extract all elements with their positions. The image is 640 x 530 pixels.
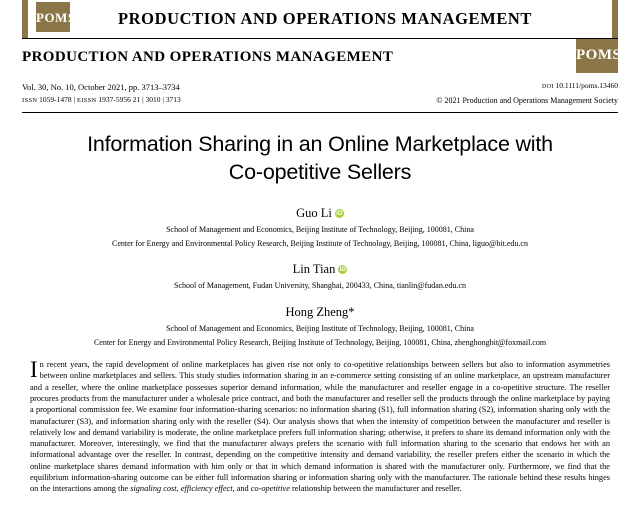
article-title-line-2: Co-opetitive Sellers xyxy=(228,159,412,184)
author-affiliation: School of Management, Fudan University, Shanghai, 200433, China, tianlin@fudan.edu.cn xyxy=(174,281,466,291)
journal-title-row xyxy=(22,39,622,75)
copyright-line: © 2021 Production and Operations Management Society xyxy=(436,95,618,105)
journal-title-top: PRODUCTION AND OPERATIONS MANAGEMENT xyxy=(117,9,533,28)
abstract-text-part-2: relationship between the manufacturer and reseller. xyxy=(289,484,462,494)
issue-right xyxy=(436,81,618,106)
author-list xyxy=(0,204,640,348)
abstract xyxy=(30,359,610,494)
page-title xyxy=(48,131,592,186)
abstract-emphasis-3: co-opetitive xyxy=(250,484,290,494)
masthead-rule-left xyxy=(22,0,28,38)
issn-line xyxy=(22,95,181,106)
author-entry xyxy=(0,303,640,348)
volume-line: Vol. 30, No. 10, October 2021, pp. 3713–3734 xyxy=(22,82,180,92)
header-rule xyxy=(22,112,618,113)
author-affiliation: Center for Energy and Environmental Policy Research, Beijing Institute of Technology, Beijing, 100081, China, zhenghongbit@foxmail.com xyxy=(93,337,547,347)
article-title-line-1: Information Sharing in an Online Marketplace with xyxy=(87,132,553,157)
poms-logo-left: POMS xyxy=(36,2,70,32)
issn-label-1: ISSN xyxy=(22,97,38,105)
journal-title-second: PRODUCTION AND OPERATIONS MANAGEMENT xyxy=(22,48,394,65)
issue-info xyxy=(22,81,618,106)
abstract-text-mid-1: , xyxy=(176,484,181,494)
masthead-rule-right xyxy=(612,0,618,38)
author-name: Hong Zheng* xyxy=(285,304,355,319)
author-affiliation: Center for Energy and Environmental Policy Research, Beijing Institute of Technology, Beijing, 100081, China, liguo@bit.edu.cn xyxy=(112,238,528,248)
issn-sep-1: | xyxy=(73,95,76,105)
abstract-dropcap: I xyxy=(30,357,38,383)
author-entry xyxy=(0,204,640,249)
author-name: Guo Li xyxy=(296,206,332,221)
author-affiliation: School of Management and Economics, Beijing Institute of Technology, Beijing, 100081, China xyxy=(166,324,474,333)
orcid-icon[interactable]: iD xyxy=(336,210,343,218)
abstract-text-part-1: n recent years, the rapid development of online marketplaces has given rise not only to co-opetitive relationships between sellers but also to information asymmetries between online marketplaces and sellers. This study studies information sharing in an e-commerce setting consisting of an online marketplace, an upstream manufacturer and a reseller, where the online marketplace possesses superior demand information, while the manufacturer and reseller engage in a co-opetitive structure. The reseller procures products from the manufacturer under a wholesale price contract, and both the manufacturer and reseller sell the products through the online marketplace by paying a proportional commission fee. We examine four information-sharing scenarios: no information sharing (S1), full information sharing (S2), information sharing only with the manufacturer (S3), and information sharing only with the reseller (S4). Our analysis shows that when the intensity of competition between the manufacturer and reseller is relatively low and demand variability is moderate, the online marketplace prefers full information sharing; otherwise, it prefers to share its demand information only with the manufacturer. Moreover, interestingly, we find that the manufacturer always prefers the scenario with full information sharing to the scenario that endows her with an informational advantage over the reseller. In contrast, depending on the competitive intensity and demand variability, the reseller prefers either the scenario in which the online marketplace shares demand information with him only or that in which demand information is shared with the manufacturer only. Furthermore, we find that the equilibrium information-sharing outcome can be either full information sharing or information sharing only with the manufacturer. The rationale behind these results hinges on the interactions among the xyxy=(30,360,610,494)
issn-codes: 21 | 3010 | 3713 xyxy=(132,95,181,105)
issue-left xyxy=(22,81,181,106)
abstract-emphasis-2: efficiency effect xyxy=(180,484,233,494)
author-entry xyxy=(0,260,640,292)
author-name: Lin Tian xyxy=(292,262,336,277)
doi-line xyxy=(436,81,618,92)
abstract-text-mid-2: , and xyxy=(232,484,251,494)
issn-value-1: 1059-1478 xyxy=(39,95,72,105)
poms-logo-right: POMS xyxy=(576,39,618,73)
author-affiliation: School of Management and Economics, Beijing Institute of Technology, Beijing, 100081, China xyxy=(166,225,474,235)
issn-label-2: EISSN xyxy=(76,97,97,105)
doi-label: DOI xyxy=(542,84,554,90)
doi-value[interactable]: 10.1111/poms.13460 xyxy=(555,81,618,90)
masthead xyxy=(0,0,640,38)
issn-value-2: 1937-5956 xyxy=(98,95,131,105)
abstract-emphasis-1: signaling cost xyxy=(130,484,177,494)
orcid-icon[interactable]: iD xyxy=(339,266,347,274)
